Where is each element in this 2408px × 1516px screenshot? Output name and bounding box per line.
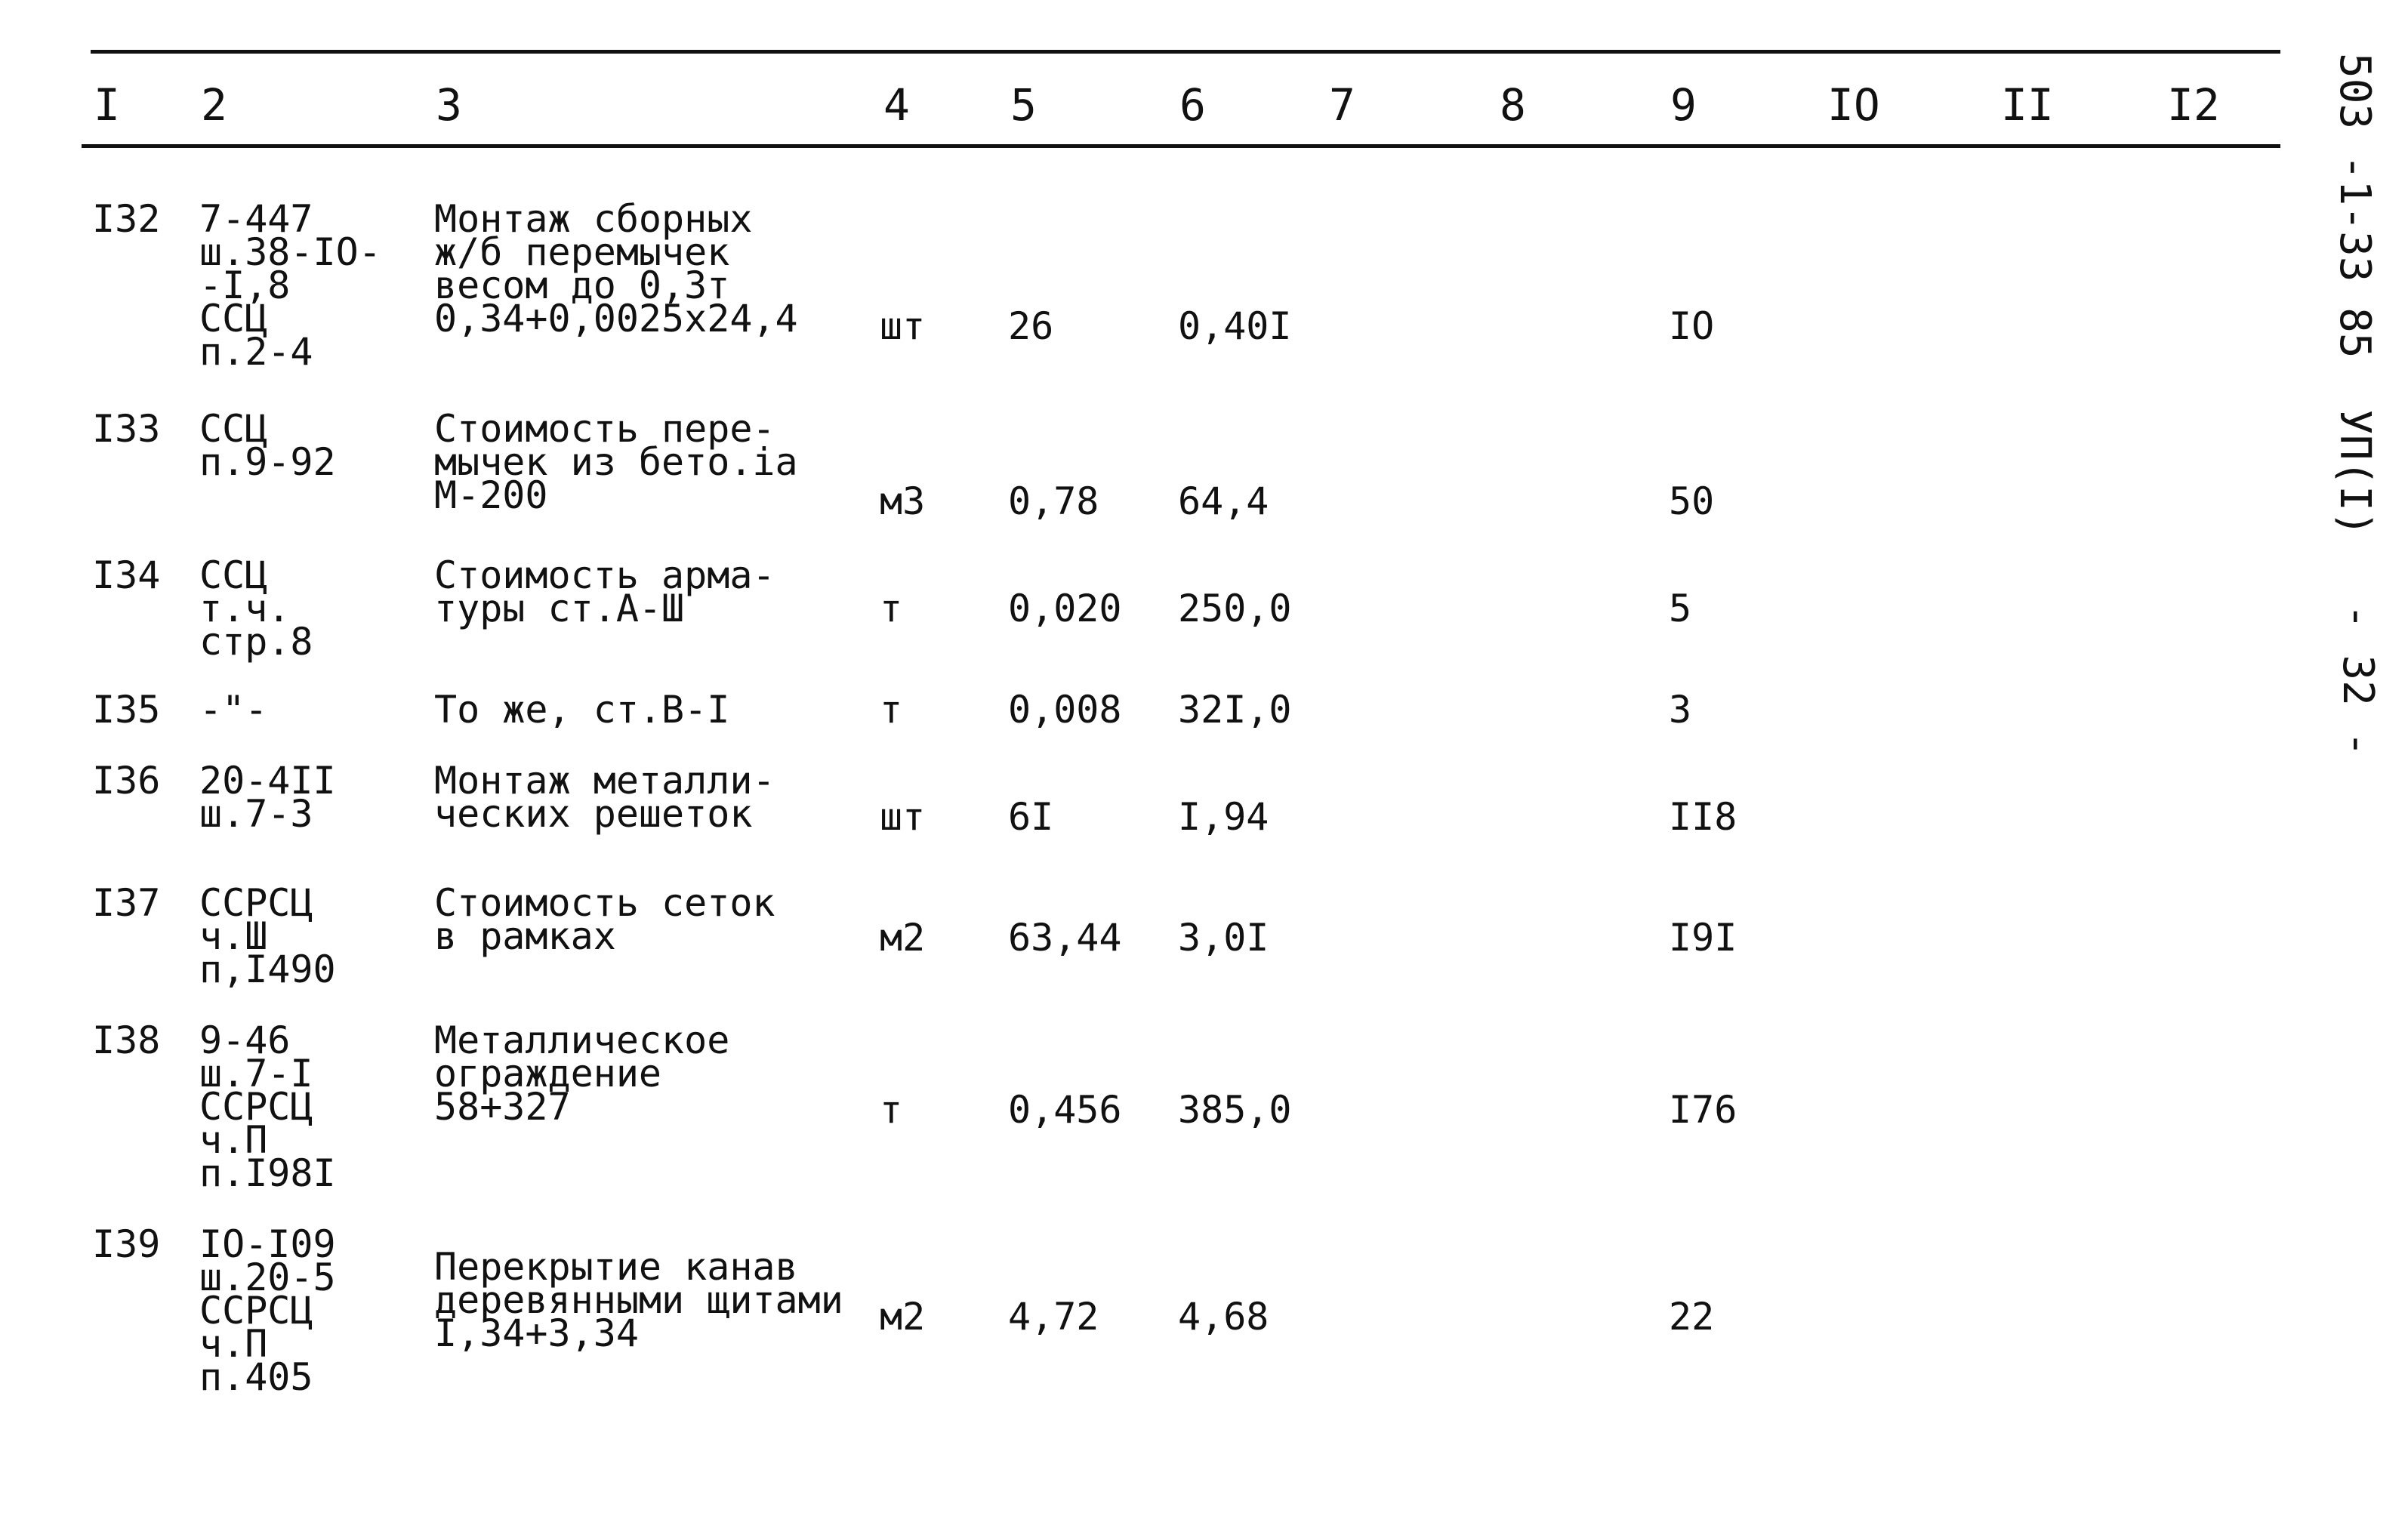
- col-header-12: I2: [2167, 79, 2220, 131]
- work-description: Стоимость пере- мычек из бето.іа М-200: [434, 407, 798, 517]
- unit-price: 250,0: [1178, 587, 1292, 630]
- unit: м3: [880, 479, 926, 523]
- col-header-1: I: [94, 79, 120, 131]
- unit: т: [880, 587, 903, 630]
- unit-price: 64,4: [1178, 479, 1269, 523]
- col-header-10: IO: [1827, 79, 1880, 131]
- norm-code: ССЦ п.9-92: [199, 407, 336, 484]
- row-number: I38: [92, 1018, 161, 1062]
- unit: т: [880, 688, 903, 732]
- quantity: 0,008: [1008, 688, 1122, 732]
- work-description: То же, ст.В-I: [434, 688, 730, 732]
- col-header-11: II: [2001, 79, 2054, 131]
- quantity: 0,020: [1008, 587, 1122, 630]
- total: I9I: [1669, 916, 1737, 960]
- col-header-6: 6: [1179, 79, 1206, 131]
- unit-price: 0,40I: [1178, 304, 1292, 348]
- total: II8: [1669, 795, 1737, 839]
- norm-code: 20-4II ш.7-3: [199, 759, 336, 836]
- work-description: Стоимость сеток в рамках: [434, 881, 775, 958]
- quantity: 0,78: [1008, 479, 1099, 523]
- row-number: I36: [92, 759, 161, 803]
- quantity: 0,456: [1008, 1088, 1122, 1132]
- quantity: 4,72: [1008, 1295, 1099, 1339]
- norm-code: IO-I09 ш.20-5 ССРСЦ ч.П п.405: [199, 1222, 336, 1399]
- unit-price: 385,0: [1178, 1088, 1292, 1132]
- col-header-4: 4: [883, 79, 910, 131]
- unit: м2: [880, 1295, 926, 1339]
- total: 22: [1669, 1295, 1715, 1339]
- col-header-8: 8: [1500, 79, 1526, 131]
- unit-price: 32I,0: [1178, 688, 1292, 732]
- unit: шт: [880, 795, 926, 839]
- norm-code: ССРСЦ ч.Ш п,I490: [199, 881, 336, 991]
- work-description: Монтаж металли- ческих решеток: [434, 759, 775, 836]
- total: 50: [1669, 479, 1715, 523]
- row-number: I35: [92, 688, 161, 732]
- norm-code: ССЦ т.ч. стр.8: [199, 553, 313, 664]
- col-header-7: 7: [1329, 79, 1355, 131]
- quantity: 63,44: [1008, 916, 1122, 960]
- top-rule: [91, 50, 2280, 54]
- quantity: 26: [1008, 304, 1054, 348]
- page-number: - 32 -: [2333, 604, 2382, 757]
- col-header-2: 2: [201, 79, 227, 131]
- row-number: I34: [92, 553, 161, 597]
- unit: м2: [880, 916, 926, 960]
- unit: шт: [880, 304, 926, 348]
- total: I76: [1669, 1088, 1737, 1132]
- unit-price: I,94: [1178, 795, 1269, 839]
- row-number: I39: [92, 1222, 161, 1266]
- work-description: Стоимость арма- туры ст.А-Ш: [434, 553, 775, 630]
- header-rule: [82, 144, 2280, 148]
- col-header-9: 9: [1670, 79, 1697, 131]
- document-code: 503 -1-33 85 УП(I): [2330, 53, 2379, 537]
- total: 3: [1669, 688, 1692, 732]
- work-description: Металлическое ограждение 58+327: [434, 1018, 730, 1129]
- unit-price: 4,68: [1178, 1295, 1269, 1339]
- unit: т: [880, 1088, 903, 1132]
- norm-code: -"-: [199, 688, 268, 732]
- col-header-5: 5: [1010, 79, 1037, 131]
- row-number: I32: [92, 197, 161, 241]
- work-description: Монтаж сборных ж/б перемычек весом до 0,3т 0,34+0,0025х24,4: [434, 197, 798, 340]
- total: IO: [1669, 304, 1715, 348]
- norm-code: 7-447 ш.38-IO- -I,8 ССЦ п.2-4: [199, 197, 381, 374]
- quantity: 6I: [1008, 795, 1054, 839]
- unit-price: 3,0I: [1178, 916, 1269, 960]
- work-description: Перекрытие канав деревянными щитами I,34+3,34: [434, 1245, 843, 1355]
- row-number: I33: [92, 407, 161, 451]
- col-header-3: 3: [436, 79, 462, 131]
- row-number: I37: [92, 881, 161, 925]
- total: 5: [1669, 587, 1692, 630]
- norm-code: 9-46 ш.7-I ССРСЦ ч.П п.I98I: [199, 1018, 336, 1195]
